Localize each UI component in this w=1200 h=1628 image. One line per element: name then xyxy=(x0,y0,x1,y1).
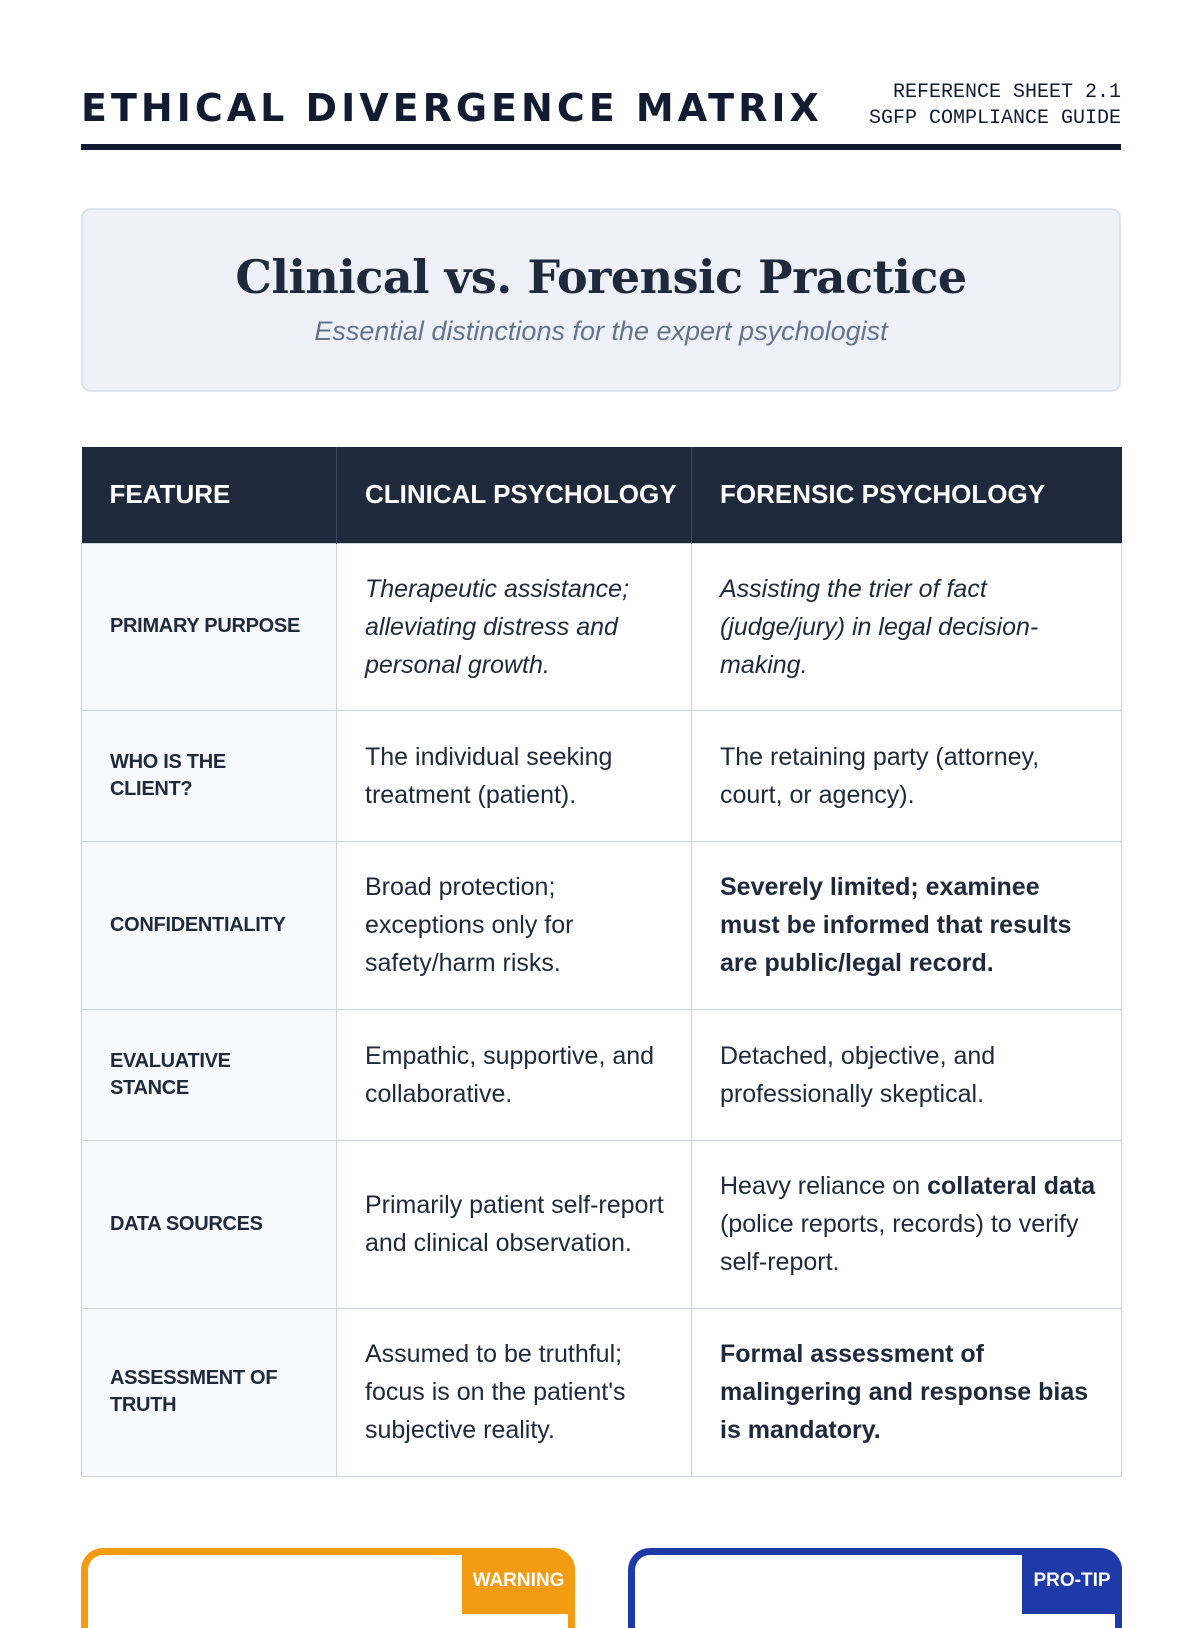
clinical-cell: Therapeutic assistance; alleviating distress and personal growth. xyxy=(337,543,692,710)
table-row xyxy=(82,710,1122,841)
table-row xyxy=(82,1140,1122,1308)
pro-tip-tag: PRO-TIP xyxy=(1022,1548,1122,1614)
reference-info xyxy=(869,80,1121,132)
forensic-cell-emphasis: Severely limited; examinee must be informed that results are public/legal record. xyxy=(692,841,1122,1009)
row-feature-label: DATA SOURCES xyxy=(82,1140,337,1308)
pro-tip-callout xyxy=(628,1548,1122,1628)
compliance-guide-label: SGFP COMPLIANCE GUIDE xyxy=(868,107,1121,130)
forensic-cell xyxy=(692,1140,1122,1308)
table-row xyxy=(82,841,1122,1009)
comparison-table xyxy=(81,447,1122,1477)
table-row xyxy=(82,1308,1122,1476)
reference-sheet-label: REFERENCE SHEET 2.1 xyxy=(892,81,1121,104)
page-header xyxy=(81,78,1121,150)
column-header-forensic: FORENSIC PSYCHOLOGY xyxy=(692,447,1122,543)
forensic-text-end: (police reports, records) to verify self-report. xyxy=(720,1210,1079,1276)
clinical-cell: Empathic, supportive, and collaborative. xyxy=(337,1009,692,1140)
clinical-cell: Broad protection; exceptions only for safety/harm risks. xyxy=(337,841,692,1009)
clinical-cell: Primarily patient self-report and clinical observation. xyxy=(337,1140,692,1308)
forensic-text-start: Heavy reliance on xyxy=(720,1172,928,1200)
forensic-text-emphasis: collateral data xyxy=(927,1172,1096,1200)
table-row xyxy=(82,543,1122,710)
clinical-cell: Assumed to be truthful; focus is on the patient's subjective reality. xyxy=(337,1308,692,1476)
column-header-feature: FEATURE xyxy=(82,447,337,543)
document-title: ETHICAL DIVERGENCE MATRIX xyxy=(81,86,823,130)
row-feature-label: CONFIDENTIALITY xyxy=(82,841,337,1009)
banner-subtitle: Essential distinctions for the expert psychologist xyxy=(314,316,888,346)
row-feature-label: PRIMARY PURPOSE xyxy=(82,543,337,710)
forensic-cell: The retaining party (attorney, court, or agency). xyxy=(692,710,1122,841)
forensic-cell: Assisting the trier of fact (judge/jury) in legal decision-making. xyxy=(692,543,1122,710)
warning-tag: WARNING xyxy=(462,1548,575,1614)
banner-title: Clinical vs. Forensic Practice xyxy=(235,250,967,304)
table-header-row xyxy=(82,447,1122,543)
title-banner xyxy=(81,208,1121,392)
row-feature-label: EVALUATIVE STANCE xyxy=(82,1009,337,1140)
column-header-clinical: CLINICAL PSYCHOLOGY xyxy=(337,447,692,543)
warning-callout xyxy=(81,1548,575,1628)
forensic-cell-emphasis: Formal assessment of malingering and response bias is mandatory. xyxy=(692,1308,1122,1476)
table-row xyxy=(82,1009,1122,1140)
forensic-cell: Detached, objective, and professionally skeptical. xyxy=(692,1009,1122,1140)
row-feature-label: ASSESSMENT OF TRUTH xyxy=(82,1308,337,1476)
clinical-cell: The individual seeking treatment (patient). xyxy=(337,710,692,841)
row-feature-label: WHO IS THE CLIENT? xyxy=(82,710,337,841)
